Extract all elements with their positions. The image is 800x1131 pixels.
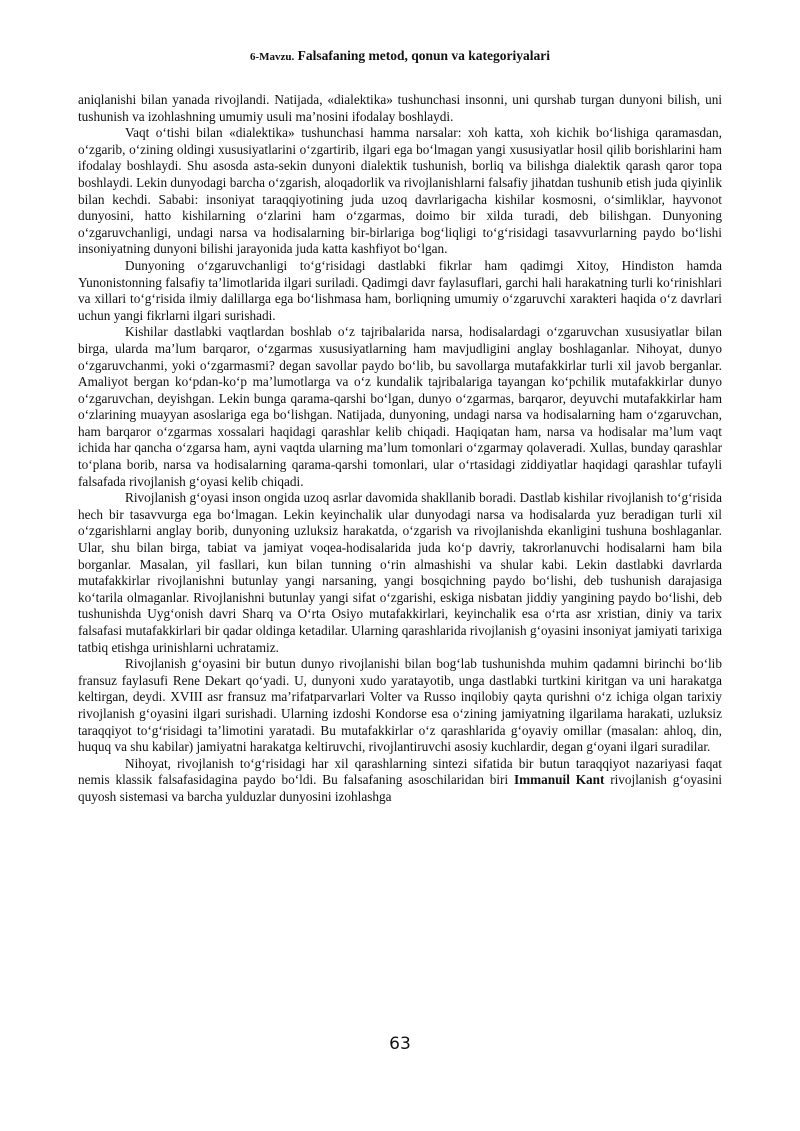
body-text: [78, 92, 722, 806]
paragraph-with-bold-name: [78, 756, 722, 806]
paragraph-text-after: rivojlanish g‘oyasini quyosh sistemasi va barcha yulduzlar dunyosini izohlashga: [78, 772, 723, 804]
paragraph: Vaqt o‘tishi bilan «dialektika» tushunchasi hamma narsalar: xoh katta, xoh kichik bo‘lishiga qaramasdan, o‘zgarib, o‘zining oldingi xususiyatlarini o‘zgartirib, ilgari ega bo‘lmagan yangi xususiyatlar hosil qilib borishlarini ham ifodalay boshlaydi. Shu asosda asta-sekin dunyoni dialektik tushunish, borliq va bilishga dialektik qarash qaror topa boshlaydi. Lekin dunyodagi barcha o‘zgarish, aloqadorlik va rivojlanishlarni falsafiy jihatdan tushunib etish juda qiyinlik bilan kechdi. Sababi: insoniyat taraqqiyotining juda uzoq davrlarigacha kishilar kosmosni, o‘simliklar, hayvonot dunyosini, hatto kishilarning o‘zlarini ham o‘zgarmas, doimo bir xilda turadi, deb bilishgan. Dunyoning o‘zgaruvchanligi, undagi narsa va hodisalarning bir-birlariga bog‘liqligi to‘g‘risidagi tasavvurlarning paydo bo‘lishi insoniyatning dunyoni bilishi jarayonida juda katta kashfiyot bo‘lgan.: [78, 125, 722, 257]
header-topic-title: Falsafaning metod, qonun va kategoriyalari: [294, 48, 551, 63]
header-topic-number: 6-Mavzu.: [249, 51, 295, 63]
paragraph: Kishilar dastlabki vaqtlardan boshlab o‘z tajribalarida narsa, hodisalardagi o‘zgaruvchan xususiyatlar bilan birga, ularda ma’lum barqaror, o‘zgarmas xususiyatlarning ham mavjudligini anglay boshlaganlar. Nihoyat, dunyo o‘zgaruvchanmi, yoki o‘zgarmasmi? degan savollar paydo bo‘lib, bu savollarga mutafakkirlar turli xil javob berganlar. Amaliyot bergan ko‘pdan-ko‘p ma’lumotlarga va o‘z kundalik tajribalariga tayangan ko‘pchilik mutafakkirlar dunyo o‘zgaruvchan, deyishgan. Lekin bunga qarama-qarshi bo‘lgan, dunyo o‘zgarmas, barqaror, deyuvchi mutafakkirlar ham o‘zlarining muayyan asoslariga ega bo‘lishgan. Natijada, dunyoning, undagi narsa va hodisalarning ham o‘zgaruvchan, ham barqaror o‘zgarmas xossalari haqidagi qarashlar kelib chiqadi. Haqiqatan ham, narsa va hodisalar ma’lum vaqt ichida har qancha o‘zgarsa ham, ayni vaqtda ularning ma’lum tomonlari o‘zgarmay qolaveradi. Xullas, bunday qarashlar to‘plana borib, narsa va hodisalarning qarama-qarshi tomonlari, ular o‘rtasidagi ziddiyatlar haqidagi qarashlar tufayli falsafada rivojlanish g‘oyasi kelib chiqadi.: [78, 324, 722, 489]
paragraph: Rivojlanish g‘oyasi inson ongida uzoq asrlar davomida shakllanib boradi. Dastlab kishilar rivojlanish to‘g‘risida hech bir tasavvurga ega bo‘lmagan. Lekin keyinchalik ular dunyodagi narsa va hodisalarda yuz beradigan turli xil o‘zgarishlarni anglay borib, dunyoning uzluksiz harakatda, o‘zgarish va rivojlanishda ekanligini tushuna boshlaganlar. Ular, shu bilan birga, tabiat va jamiyat voqea-hodisalarida juda ko‘p davriy, takrorlanuvchi hodisalarni ham bila borganlar. Masalan, yil fasllari, kun bilan tunning o‘rin almashishi va shular kabi. Lekin dastlabki davrlarda mutafakkirlar rivojlanishni butunlay yangi narsaning, yangi bosqichning paydo bo‘lishi, deb tushunish darajasiga ko‘tarila olmaganlar. Rivojlanishni butunlay yangi sifat o‘zgarishi, eskiga nisbatan jiddiy yangining paydo bo‘lishi, deb tushunishda Uyg‘onish davri Sharq va O‘rta Osiyo mutafakkirlari, keyinchalik esa o‘rta asr xristian, diniy va tarix falsafasi mutafakkirlari bir qadar oldinga ketadilar. Ularning qarashlarida rivojlanish g‘oyasini insoniyat jamiyati tarixiga tatbiq etishga urinishlarni uchratamiz.: [78, 490, 722, 655]
paragraph-continuation: aniqlanishi bilan yanada rivojlandi. Natijada, «dialektika» tushunchasi insonni, uni qurshab turgan dunyoni bilish, uni tushunish va izohlashning umumiy usuli ma’nosini ifodalay boshlaydi.: [78, 92, 722, 124]
page-number: 63: [389, 1034, 411, 1054]
paragraph-text-before: Nihoyat, rivojlanish to‘g‘risidagi har xil qarashlarning sintezi sifatida bir butun taraqqiyot nazariyasi faqat nemis klassik falsafasidagina paydo bo‘ldi. Bu falsafaning asoschilaridan biri: [78, 755, 722, 788]
bold-name-kant: Immanuil Kant: [513, 772, 605, 788]
running-header: [0, 48, 800, 64]
paragraph: Dunyoning o‘zgaruvchanligi to‘g‘risidagi dastlabki fikrlar ham qadimgi Xitoy, Hindiston hamda Yunonistonning falsafiy ta’limotlarida ilgari suriladi. Qadimgi davr faylasuflari, garchi hali harakatning turli ko‘rinishlari va xillari to‘g‘risida ilmiy dalillarga ega bo‘lishmasa ham, borliqning umumiy o‘zgaruvchi xarakteri haqida o‘z davrlari uchun yangi fikrlarni ilgari surishadi.: [78, 257, 722, 323]
paragraph: Rivojlanish g‘oyasini bir butun dunyo rivojlanishi bilan bog‘lab tushunishda muhim qadamni birinchi bo‘lib fransuz faylasufi Rene Dekart qo‘yadi. U, dunyoni xudo yaratayotib, unga dastlabki turtkini kiritgan va uni harakatga keltirgan, deydi. XVIII asr fransuz ma’rifatparvarlari Volter va Russo inqilobiy qayta qurishni o‘z ichiga olgan tarixiy rivojlanish g‘oyasini ilgari surishadi. Ularning izdoshi Kondorse esa o‘zining jamiyatning ilgarilama harakati, uzluksiz taraqqiyot to‘g‘risidagi ta’limotini yaratadi. Bu mutafakkirlar o‘z qarashlarida g‘oyaviy omillar (masalan: ahloq, din, huquq va shu kabilar) jamiyatni harakatga keltiruvchi, rivojlantiruvchi asosiy kuchlardir, degan g‘oyani ilgari suradilar.: [78, 656, 722, 755]
